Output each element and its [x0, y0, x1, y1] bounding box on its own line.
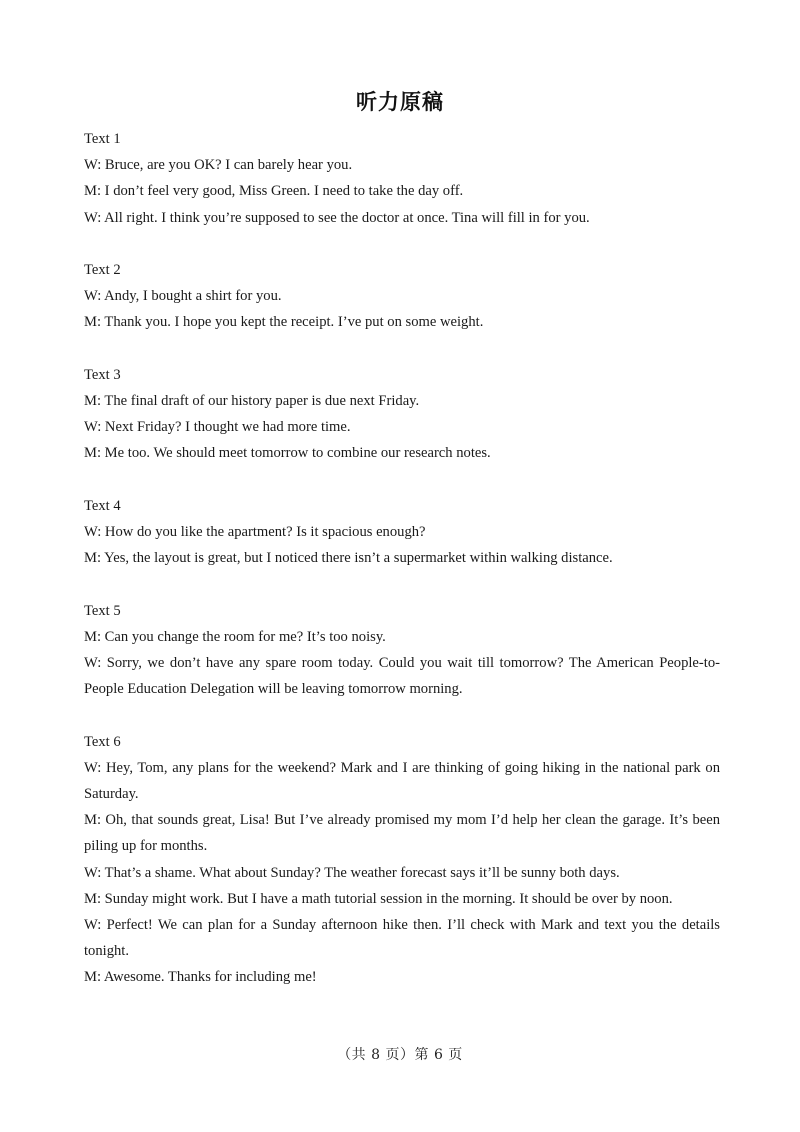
section-heading: Text 4	[84, 497, 121, 514]
section-heading: Text 2	[84, 262, 121, 278]
dialogue-line: W: Perfect! We can plan for a Sunday afternoon hike then. I’ll check with Mark and text you the details tonight.	[84, 917, 720, 960]
transcript-section-text-6	[84, 729, 720, 991]
section-heading: Text 6	[84, 733, 121, 750]
transcript-section-text-4	[84, 493, 720, 572]
dialogue-line: W: That’s a shame. What about Sunday? The weather forecast says it’ll be sunny both days.	[84, 864, 620, 881]
dialogue-line: W: Hey, Tom, any plans for the weekend? Mark and I are thinking of going hiking in the national park on Saturday.	[84, 759, 720, 802]
dialogue-line: W: Bruce, are you OK? I can barely hear you.	[84, 157, 353, 174]
transcript-section-text-3	[84, 362, 720, 467]
transcript-section-text-5	[84, 598, 720, 703]
dialogue-line: W: Next Friday? I thought we had more time.	[84, 419, 351, 436]
dialogue-line: M: Yes, the layout is great, but I noticed there isn’t a supermarket within walking distance.	[84, 550, 613, 567]
dialogue-line: W: Sorry, we don’t have any spare room today. Could you wait till tomorrow? The American People-to-People Education Delegation will be leaving tomorrow morning.	[84, 655, 720, 698]
transcript-section-text-2	[84, 257, 720, 336]
dialogue-line: M: Can you change the room for me? It’s too noisy.	[84, 628, 386, 645]
dialogue-line: M: The final draft of our history paper is due next Friday.	[84, 393, 420, 409]
section-heading: Text 5	[84, 602, 121, 619]
dialogue-line: M: Me too. We should meet tomorrow to combine our research notes.	[84, 445, 491, 462]
dialogue-line: M: I don’t feel very good, Miss Green. I need to take the day off.	[84, 183, 464, 200]
transcript-section-text-1	[84, 126, 720, 231]
dialogue-line: M: Awesome. Thanks for including me!	[84, 969, 317, 986]
section-heading: Text 3	[84, 366, 121, 383]
dialogue-line: M: Thank you. I hope you kept the receipt. I’ve put on some weight.	[84, 314, 484, 331]
page-number-footer: （共 8 页）第 6 页	[337, 1047, 463, 1063]
dialogue-line: W: How do you like the apartment? Is it spacious enough?	[84, 524, 426, 540]
page-title: 听力原稿	[356, 90, 444, 114]
dialogue-line: W: All right. I think you’re supposed to see the doctor at once. Tina will fill in for you.	[84, 209, 590, 226]
transcript-body	[84, 126, 720, 991]
dialogue-line: M: Oh, that sounds great, Lisa! But I’ve already promised my mom I’d help her clean the garage. It’s been piling up for months.	[84, 812, 720, 855]
dialogue-line: W: Andy, I bought a shirt for you.	[84, 288, 282, 305]
dialogue-line: M: Sunday might work. But I have a math tutorial session in the morning. It should be over by noon.	[84, 890, 673, 907]
section-heading: Text 1	[84, 131, 121, 147]
